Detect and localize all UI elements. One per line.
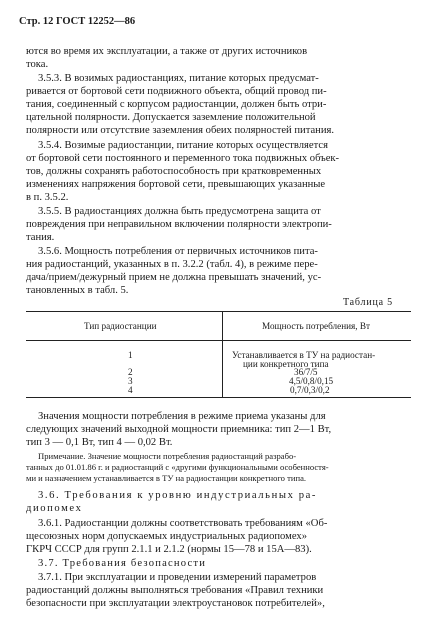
table-cell-type: 4 [128,385,133,395]
table-cell-power: Устанавливается в ТУ на радиостан- [232,350,376,360]
body-line: радиостанций должны выполняться требования «Правил техники [26,585,324,596]
body-line: 3.5.4. Возимые радиостанции, питание которых осуществляется [38,140,328,151]
body-line: цательной полярности. Допускается заземление положительной [26,112,316,123]
body-line: дача/прием/дежурный прием не должна превышать значений, ус- [26,272,322,283]
table-column-divider [222,311,223,397]
body-line: ются во время их эксплуатации, а также от других источников [26,46,308,57]
table-bottom-rule [26,397,411,398]
body-line: щесоюзных норм допускаемых индустриальных радиопомех» [26,531,307,542]
body-line: ривается от бортовой сети подвижного объекта, общий провод пи- [26,86,327,97]
page-header: Стр. 12 ГОСТ 12252—86 [19,16,136,27]
body-line: изменениях напряжения бортовой сети, превышающих указанные [26,179,326,190]
body-line: повреждения при неправильном включении полярности электропи- [26,219,332,230]
body-line: тания, соединенный с корпусом радиостанции, должен быть отри- [26,99,327,110]
section-heading: диопомех [26,503,83,514]
body-line: 3.6.1. Радиостанции должны соответствовать требованиям «Об- [38,518,328,529]
table-cell-type: 2 [128,367,133,377]
body-line: следующих значений выходной мощности приемника: тип 2—1 Вт, [26,424,332,435]
body-line: 3.5.5. В радиостанциях должна быть предусмотрена защита от [38,206,321,217]
table-top-rule [26,311,411,312]
body-line: тока. [26,59,49,70]
table-cell-power: 0,7/0,3/0,2 [290,385,330,395]
body-line: 3.5.3. В возимых радиостанциях, питание которых предусмат- [38,73,319,84]
body-line: в п. 3.5.2. [26,192,69,203]
note-line: Примечание. Значение мощности потребления радиостанций разрабо- [38,451,297,461]
section-heading: 3.7. Требования безопасности [38,558,207,569]
section-heading: 3.6. Требования к уровню индустриальных ра- [38,490,318,501]
body-line: тов, должны сохранять работоспособность при кратковременных [26,166,322,177]
table-cell-power: 4,5/0,8/0,15 [289,376,334,386]
body-line: Значения мощности потребления в режиме приема указаны для [38,411,326,422]
note-line: ми и назначением устанавливается в ТУ на радиостанции конкретного типа. [26,473,307,483]
body-line: тип 3 — 0,1 Вт, тип 4 — 0,02 Вт. [26,437,173,448]
body-line: полярности или отсутствие заземления обеих полярностей питания. [26,125,335,136]
table-caption: Таблица 5 [343,297,393,308]
body-line: тановленных в табл. 5. [26,285,129,296]
table-cell-type: 3 [128,376,133,386]
table-col-type-header: Тип радиостанции [84,321,157,331]
table-col-power-header: Мощность потребления, Вт [262,321,371,331]
body-line: ГКРЧ СССР для групп 2.1.1 и 2.1.2 (нормы 15—78 и 15А—83). [26,544,312,555]
body-line: ния радиостанций, указанных в п. 3.2.2 (табл. 4), в режиме пере- [26,259,318,270]
table-cell-power: 36/7/5 [294,367,318,377]
body-line: 3.5.6. Мощность потребления от первичных источников пита- [38,246,318,257]
body-line: от бортовой сети постоянного и переменного тока подвижных объек- [26,153,340,164]
table-cell-power: ции конкретного типа [243,359,329,369]
body-line: безопасности при эксплуатации электроустановок потребителей», [26,598,325,609]
table-cell-type: 1 [128,350,133,360]
body-line: тания. [26,232,55,243]
note-line: танных до 01.01.86 г. и радиостанций с «другими функциональными особенностя- [26,462,329,472]
table-header-rule [26,340,411,341]
body-line: 3.7.1. При эксплуатации и проведении измерений параметров [38,572,317,583]
